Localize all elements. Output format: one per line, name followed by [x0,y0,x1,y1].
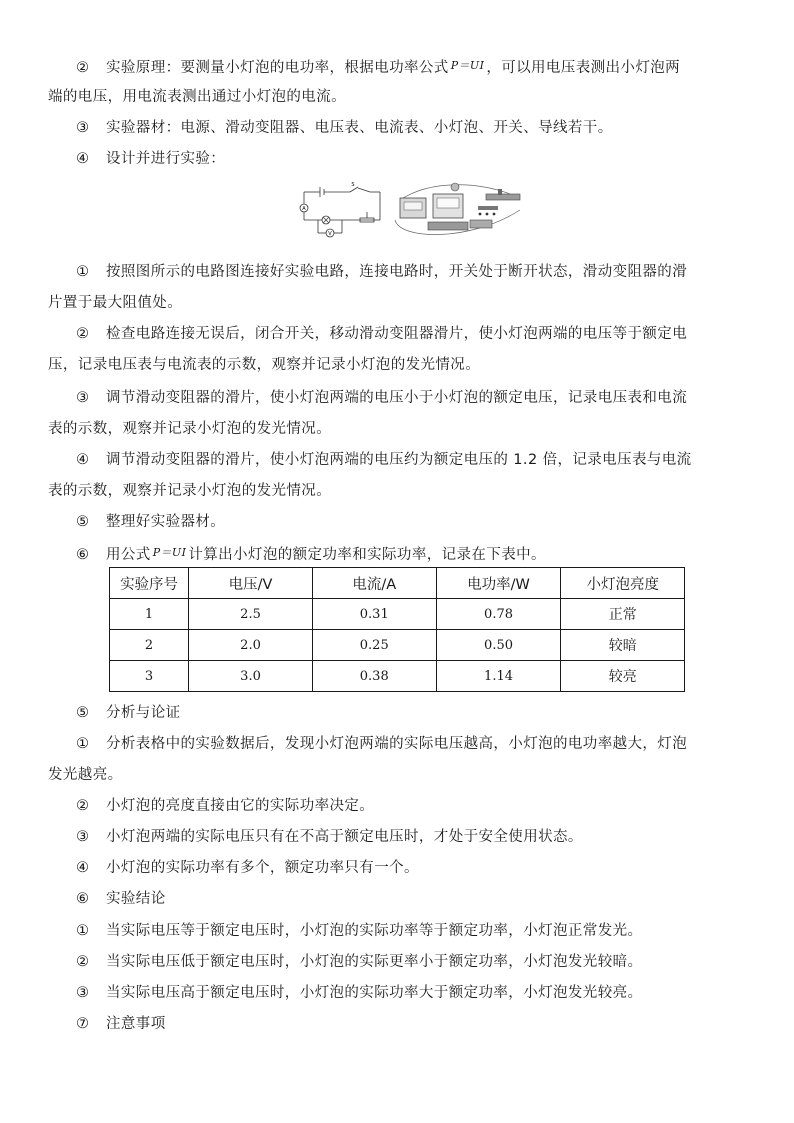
step-2-line-1 [76,324,687,344]
step-text: 片置于最大阻值处。 [48,295,183,311]
step-text-a: 用公式 [106,547,151,563]
table-cell: 较亮 [561,661,685,692]
ammeter-icon [300,204,308,212]
item-number: ② [76,60,90,76]
table-header-cell: 电流/A [312,568,436,599]
design-line [76,149,225,169]
principle-text-c: 端的电压，用电流表测出通过小灯泡的电流。 [48,89,346,105]
table-cell: 0.25 [312,630,436,661]
switch-icon [350,182,358,192]
section-title: 注意事项 [106,1016,166,1032]
table-cell: 1 [110,599,189,630]
svg-text:V: V [328,231,332,237]
step-text-b: 计算出小灯泡的额定功率和实际功率，记录在下表中。 [188,547,546,563]
step-3-line-2 [48,419,331,439]
step-text: 整理好实验器材。 [106,514,226,530]
analysis-text: 发光越亮。 [48,767,123,783]
item-number: ③ [76,829,90,845]
table-header-cell: 实验序号 [110,568,189,599]
analysis-text: 分析表格中的实验数据后，发现小灯泡两端的实际电压越高，小灯泡的电功率越大，灯泡 [106,736,688,752]
table-row [110,630,685,661]
item-number: ⑥ [76,547,90,563]
conclusion-2-line [76,952,642,972]
table-cell: 0.38 [312,661,436,692]
step-5-line [76,512,225,532]
table-row [110,599,685,630]
table-header-cell: 电功率/W [436,568,561,599]
analysis-text: 小灯泡的实际功率有多个，额定功率只有一个。 [106,860,419,876]
item-number: ⑤ [76,705,90,721]
step-text: 表的示数，观察并记录小灯泡的发光情况。 [48,421,332,437]
principle-line-2 [48,87,346,107]
table-cell: 较暗 [561,630,685,661]
step-text: 按照图所示的电路图连接好实验电路，连接电路时，开关处于断开状态，滑动变阻器的滑 [106,264,688,280]
conclusion-text: 当实际电压高于额定电压时，小灯泡的实际功率大于额定功率，小灯泡发光较亮。 [106,985,643,1001]
step-text: 表的示数，观察并记录小灯泡的发光情况。 [48,483,332,499]
table-cell: 3.0 [189,661,313,692]
table-header-row [110,568,685,599]
step-2-line-2 [48,355,480,375]
table-row [110,661,685,692]
item-number: ④ [76,452,90,468]
step-text: 调节滑动变阻器的滑片，使小灯泡两端的电压约为额定电压的 1.2 倍，记录电压表与电流 [106,452,692,468]
item-number: ⑥ [76,891,90,907]
conclusion-text: 当实际电压等于额定电压时，小灯泡的实际功率等于额定功率，小灯泡正常发光。 [106,923,643,939]
item-number: ③ [76,985,90,1001]
table-header-cell: 电压/V [189,568,313,599]
analysis-3-line [76,827,583,847]
data-table [109,567,685,692]
table-cell: 2.0 [189,630,313,661]
analysis-1-line-2 [48,765,123,785]
analysis-text: 小灯泡的亮度直接由它的实际功率决定。 [106,798,375,814]
table-cell: 正常 [561,599,685,630]
svg-text:S: S [351,182,355,188]
item-number: ① [76,264,90,280]
item-number: ② [76,326,90,342]
item-number: ⑤ [76,514,90,530]
step-text: 压，记录电压表与电流表的示数，观察并记录小灯泡的发光情况。 [48,357,481,373]
table-header-cell: 小灯泡亮度 [561,568,685,599]
table-cell: 2.5 [189,599,313,630]
step-4-line-2 [48,481,331,501]
power-formula: P＝UI [450,59,485,72]
item-number: ① [76,736,90,752]
power-formula: P＝UI [152,546,187,559]
table-cell: 0.50 [436,630,561,661]
conclusion-text: 当实际电压低于额定电压时，小灯泡的实际更率小于额定功率，小灯泡发光较暗。 [106,954,643,970]
analysis-1-line-1 [76,734,687,754]
step-1-line-1 [76,262,687,282]
design-text: 设计并进行实验： [106,151,226,167]
item-number: ⑦ [76,1016,90,1032]
table-cell: 0.31 [312,599,436,630]
circuit-diagram [304,187,380,233]
section-title: 实验结论 [106,891,166,907]
svg-text:A: A [302,206,306,212]
notes-heading [76,1014,166,1034]
table-cell: 3 [110,661,189,692]
equipment-text: 实验器材：电源、滑动变阻器、电压表、电流表、小灯泡、开关、导线若干。 [106,120,613,136]
circuit-figure [290,180,530,250]
item-number: ② [76,954,90,970]
analysis-text: 小灯泡两端的实际电压只有在不高于额定电压时，才处于安全使用状态。 [106,829,583,845]
item-number: ① [76,923,90,939]
analysis-heading [76,703,181,723]
lamp-icon [322,216,330,224]
analysis-4-line [76,858,419,878]
item-number: ④ [76,151,90,167]
item-number: ② [76,798,90,814]
voltmeter-icon [326,229,334,237]
table-cell: 1.14 [436,661,561,692]
equipment-line [76,118,613,138]
step-text: 调节滑动变阻器的滑片，使小灯泡两端的电压小于小灯泡的额定电压，记录电压表和电流 [106,390,688,406]
step-1-line-2 [48,293,182,313]
conclusion-3-line [76,983,642,1003]
analysis-2-line [76,796,374,816]
apparatus-sketch [395,183,520,235]
principle-line-1 [76,56,680,78]
step-4-line-1 [76,450,692,470]
item-number: ③ [76,120,90,136]
step-text: 检查电路连接无误后，闭合开关，移动滑动变阻器滑片，使小灯泡两端的电压等于额定电 [106,326,688,342]
principle-text-b: ，可以用电压表测出小灯泡两 [486,60,681,76]
conclusion-heading [76,889,166,909]
step-6-line [76,543,546,565]
table-cell: 0.78 [436,599,561,630]
principle-text-a: 实验原理：要测量小灯泡的电功率，根据电功率公式 [106,60,449,76]
step-3-line-1 [76,388,687,408]
item-number: ④ [76,860,90,876]
conclusion-1-line [76,921,642,941]
table-cell: 2 [110,630,189,661]
section-title: 分析与论证 [106,705,181,721]
item-number: ③ [76,390,90,406]
